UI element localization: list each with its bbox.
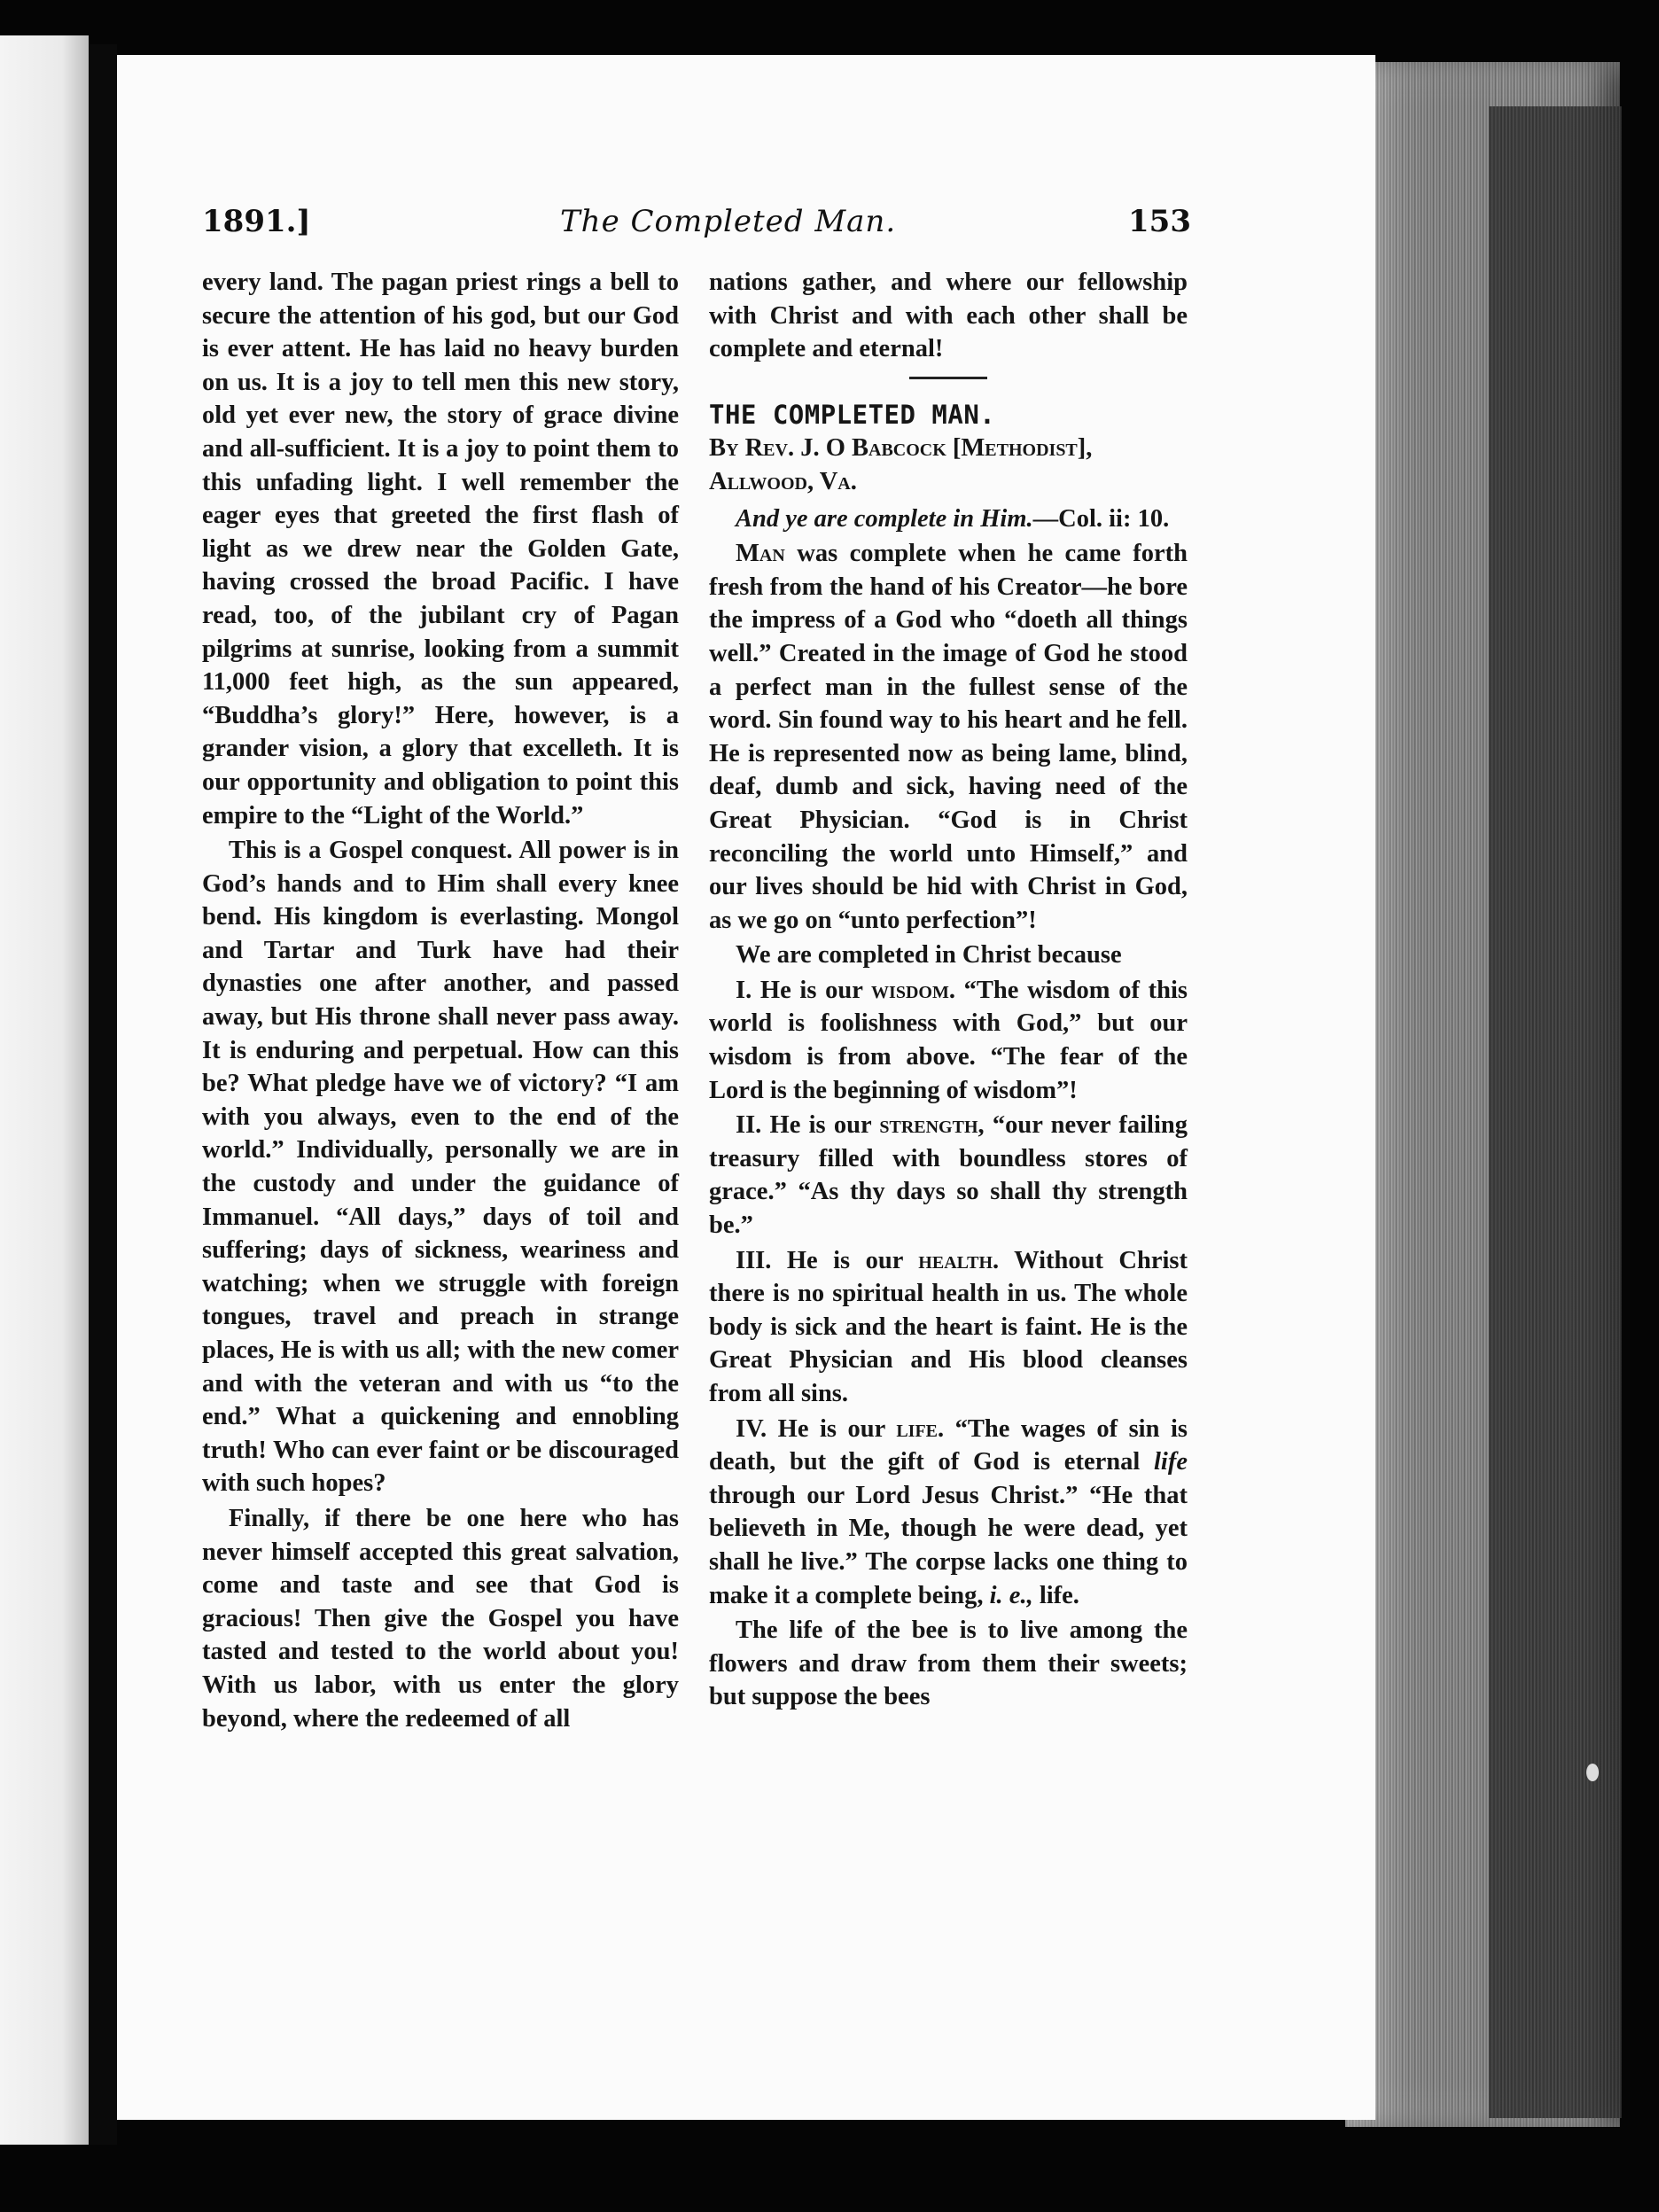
point-4-text-a: “The wages of sin is death, but the gift of God is eternal [709, 1414, 1188, 1476]
article-point-4 [709, 1413, 1188, 1613]
point-4-intro: IV. He is our [736, 1414, 897, 1443]
binding-shadow [89, 44, 117, 2145]
article-point-2 [709, 1109, 1188, 1242]
point-3-intro: III. He is our [736, 1246, 919, 1274]
section-rule [909, 377, 987, 379]
left-paragraph-1: every land. The pagan priest rings a bell to secure the attention of his god, but our God is ever attent. He has laid no heavy burden on us. It is a joy to tell men this new story, old yet ever new, the story of grace divine and all-sufficient. It is a joy to point them to this unfading light. I well remember the eager eyes that greeted the first flash of light as we drew near the Golden Gate, having crossed the broad Pacific. I have read, too, of the jubilant cry of Pagan pilgrims at sunrise, looking from a summit 11,000 feet high, as the sun appeared, “Buddha’s glory!” Here, however, is a grander vision, a glory that excelleth. It is our opportunity and obligation to point this empire to the “Light of the World.” [202, 269, 679, 830]
byline-author: By Rev. J. O Babcock [Methodist], [709, 434, 1093, 463]
running-header [197, 202, 1189, 246]
point-4-text-b: through our Lord Jesus Christ.” “He that believeth in Me, though he were dead, yet shall he live.” The corpse lacks one thing to make it a complete being, [709, 1481, 1188, 1609]
scan-speck [1586, 1764, 1599, 1781]
point-1-keyword: wisdom. [871, 976, 955, 1004]
scripture-text [709, 502, 1188, 536]
point-4-text-c: life. [1032, 1581, 1079, 1609]
point-3-keyword: health. [918, 1246, 1000, 1274]
article-paragraph-1-text: was complete when he came forth fresh from the hand of his Creator—he bore the impress of a God who “doeth all things well.” Created in the image of God he stood a perfect man in the fullest sense of the word. Sin found way to his heart and he fell. He is represented now as being lame, blind, deaf, dumb and sick, having need of the Great Physician. “God is in Christ reconciling the world unto Himself,” and our lives should be hid with Christ in God, as we go on “unto perfection”! [709, 540, 1188, 934]
point-4-keyword: life. [896, 1414, 945, 1443]
point-1-intro: I. He is our [736, 976, 872, 1004]
scripture-reference: —Col. ii: 10. [1032, 504, 1170, 533]
article-paragraph-1 [709, 537, 1188, 937]
left-paragraph-2: This is a Gospel conquest. All power is in God’s hands and to Him shall every knee bend. His kingdom is everlasting. Mongol and Tartar and Turk have had their dynasties one after another, and passed away, but His throne shall never pass away. It is enduring and perpetual. How can this be? What pledge have we of victory? “I am with you always, even to the end of the world.” Individually, personally we are in the custody and under the guidance of Immanuel. “All days,” days of toil and suffering; days of sickness, weariness and watching; when we struggle with foreign tongues, travel and preach in strange places, He is with us all; with the new comer and with the veteran and with us “to the end.” What a quickening and ennobling truth! Who can ever faint or be discouraged with such hopes? [202, 837, 679, 1498]
header-year: 1891.] [202, 204, 311, 239]
right-continued-paragraph: nations gather, and where our fellowship with Christ and with each other shall be complete and eternal! [709, 269, 1188, 363]
point-2-intro: II. He is our [736, 1111, 880, 1140]
right-column [709, 266, 1188, 1714]
article-paragraph-2: We are completed in Christ because [736, 941, 1122, 970]
point-2-keyword: strength, [879, 1111, 985, 1140]
left-column [202, 266, 679, 1735]
article-point-1 [709, 974, 1188, 1107]
left-paragraph-3: Finally, if there be one here who has never himself accepted this great salvation, come and taste and see that God is gracious! Then give the Gospel you have tasted and tested to the world about you! With us labor, with us enter the glory beyond, where the redeemed of all [202, 1504, 679, 1733]
article-lead-word: Man [736, 540, 785, 568]
article-title: THE COMPLETED MAN. [709, 399, 996, 430]
byline-place: Allwood, Va. [709, 467, 857, 495]
point-4-emphasis-life: life [1154, 1448, 1188, 1476]
left-page-edge [0, 35, 89, 2145]
article-point-3 [709, 1244, 1188, 1411]
point-1-text: “The wisdom of this world is foolishness with God,” but our wisdom is from above. “The fear of the Lord is the beginning of wisdom”! [709, 976, 1188, 1104]
point-3-text: Without Christ there is no spiritual health in us. The whole body is sick and the heart is faint. He is the Great Physician and His blood cleanses from all sins. [709, 1246, 1188, 1407]
page-block-shadow [1489, 106, 1622, 2118]
page-number: 153 [1128, 204, 1191, 239]
article-paragraph-bees: The life of the bee is to live among the flowers and draw from them their sweets; but suppose the bees [709, 1616, 1188, 1711]
point-2-text: “our never failing treasury filled with boundless stores of grace.” “As thy days so shall thy strength be.” [709, 1111, 1188, 1240]
scripture-quote: And ye are complete in Him. [736, 504, 1033, 533]
header-title: The Completed Man. [560, 204, 897, 239]
point-4-emphasis-ie: i. e., [989, 1581, 1033, 1609]
